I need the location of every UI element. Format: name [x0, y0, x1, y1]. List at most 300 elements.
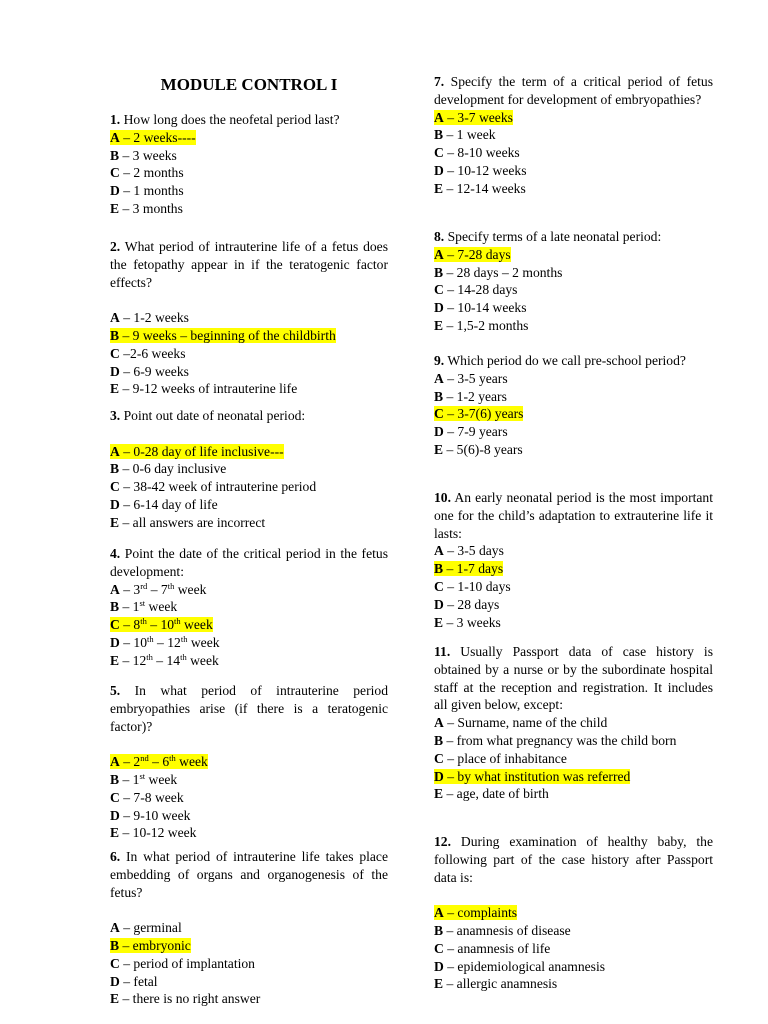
- highlighted-answer: [110, 938, 191, 953]
- option-text: – 9-12 weeks of intrauterine life: [119, 381, 298, 397]
- question-text: Specify terms of a late neonatal period:: [444, 229, 662, 244]
- answer-option: [110, 327, 388, 345]
- option-text: – 6-9 weeks: [119, 363, 189, 379]
- answer-option: [110, 147, 388, 165]
- option-text: – 9 weeks – beginning of the childbirth: [119, 327, 336, 343]
- highlighted-answer: [434, 905, 517, 920]
- question-text: In what period of intrauterine life takes place embedding of organs and organogenesis of the fetus?: [110, 849, 388, 900]
- option-letter: B: [110, 599, 120, 615]
- answer-option: [110, 309, 388, 327]
- option-text: – 10: [119, 634, 148, 650]
- option-letter: B: [110, 327, 120, 343]
- answer-option: [110, 652, 388, 670]
- spacer: [110, 735, 388, 753]
- question-3: [110, 407, 388, 532]
- answer-option: [434, 614, 713, 632]
- option-text: – 28 days: [443, 596, 500, 612]
- answer-option: [110, 955, 388, 973]
- answer-option: [110, 973, 388, 991]
- option-letter: E: [110, 381, 120, 397]
- option-letter: D: [434, 958, 444, 974]
- answer-option: [110, 164, 388, 182]
- option-letter: A: [110, 581, 120, 597]
- answer-text: [110, 497, 218, 512]
- question-4: [110, 545, 388, 670]
- option-letter: C: [434, 578, 444, 594]
- question-9: [434, 352, 713, 459]
- answer-option: [110, 345, 388, 363]
- answer-option: [434, 144, 713, 162]
- option-letter: E: [434, 786, 444, 802]
- ordinal-suffix: th: [174, 616, 181, 627]
- answer-option: [110, 380, 388, 398]
- answer-text: [434, 579, 511, 594]
- option-text: – 1: [119, 599, 140, 615]
- answer-text: [434, 786, 549, 801]
- answer-text: [110, 808, 190, 823]
- question-text: Point out date of neonatal period:: [120, 408, 306, 423]
- option-text: – 1,5-2 months: [443, 317, 529, 333]
- option-text: – 9-10 week: [119, 807, 191, 823]
- question-10: [434, 489, 713, 631]
- question-stem: [110, 238, 388, 291]
- option-letter: A: [434, 543, 444, 559]
- answer-text: [434, 300, 527, 315]
- answer-option: [110, 129, 388, 147]
- option-text: – 1-2 weeks: [119, 310, 189, 326]
- option-text: – 1 week: [443, 127, 496, 143]
- answer-text: [434, 923, 571, 938]
- answer-option: [434, 264, 713, 282]
- answer-option: [110, 937, 388, 955]
- answer-option: [110, 514, 388, 532]
- answer-text: [110, 461, 226, 476]
- answer-option: [434, 714, 713, 732]
- option-letter: D: [110, 363, 120, 379]
- option-text: – fetal: [119, 973, 158, 989]
- question-7: [434, 73, 713, 198]
- option-text: – 7-8 week: [119, 789, 184, 805]
- highlighted-answer: [110, 617, 213, 632]
- ordinal-suffix: th: [147, 633, 154, 644]
- question-2: [110, 238, 388, 398]
- option-letter: D: [434, 768, 444, 784]
- option-letter: B: [110, 771, 120, 787]
- option-letter: E: [110, 652, 120, 668]
- question-8: [434, 228, 713, 335]
- ordinal-suffix: th: [180, 633, 188, 644]
- question-number: 5.: [110, 683, 121, 698]
- question-1: [110, 111, 388, 218]
- answer-text: [434, 442, 523, 457]
- ordinal-suffix: th: [180, 651, 187, 662]
- option-text: week: [175, 754, 208, 770]
- option-text: – 10-12 week: [119, 825, 197, 841]
- answer-option: [434, 299, 713, 317]
- answer-text: [434, 733, 676, 748]
- ordinal-suffix: th: [167, 580, 175, 591]
- answer-text: [434, 976, 557, 991]
- question-text: During examination of healthy baby, the following part of the case history after Passport data is:: [434, 834, 713, 885]
- highlighted-answer: [110, 754, 208, 769]
- option-text: – embryonic: [119, 937, 191, 953]
- option-letter: C: [110, 955, 120, 971]
- question-11: [434, 643, 713, 803]
- option-text: – 3-5 years: [443, 370, 508, 386]
- answer-option: [434, 423, 713, 441]
- ordinal-suffix: th: [140, 616, 147, 627]
- option-letter: A: [110, 129, 120, 145]
- answer-option: [110, 460, 388, 478]
- answer-option: [434, 904, 713, 922]
- answer-text: [110, 653, 219, 668]
- ordinal-suffix: st: [139, 598, 146, 609]
- highlighted-answer: [110, 328, 336, 343]
- answer-text: [110, 364, 189, 379]
- option-text: – anamnesis of disease: [443, 922, 571, 938]
- option-letter: E: [434, 976, 444, 992]
- option-letter: E: [110, 514, 120, 530]
- option-letter: D: [434, 300, 444, 316]
- option-letter: C: [434, 145, 444, 161]
- answer-option: [434, 162, 713, 180]
- answer-option: [110, 182, 388, 200]
- ordinal-suffix: th: [169, 753, 176, 764]
- answer-option: [110, 363, 388, 381]
- option-letter: A: [434, 715, 444, 731]
- option-letter: A: [434, 905, 444, 921]
- option-letter: B: [434, 388, 444, 404]
- option-text: – 38-42 week of intrauterine period: [119, 479, 317, 495]
- option-text: – 7-28 days: [443, 246, 511, 262]
- option-letter: E: [434, 614, 444, 630]
- option-text: – allergic anamnesis: [443, 976, 558, 992]
- option-letter: B: [434, 127, 444, 143]
- answer-text: [110, 772, 177, 787]
- answer-text: [434, 424, 508, 439]
- answer-text: [434, 615, 501, 630]
- question-number: 1.: [110, 112, 121, 127]
- answer-option: [434, 578, 713, 596]
- option-text: – 12: [153, 634, 181, 650]
- option-text: – 14-28 days: [443, 282, 518, 298]
- answer-text: [434, 597, 499, 612]
- option-letter: A: [110, 310, 120, 326]
- answer-text: [110, 991, 260, 1006]
- option-letter: A: [110, 754, 120, 770]
- answer-option: [110, 634, 388, 652]
- answer-option: [110, 919, 388, 937]
- answer-option: [434, 768, 713, 786]
- ordinal-suffix: th: [146, 651, 153, 662]
- option-letter: A: [110, 920, 120, 936]
- answer-option: [434, 441, 713, 459]
- option-letter: D: [110, 183, 120, 199]
- option-letter: D: [110, 634, 120, 650]
- answer-text: [110, 479, 316, 494]
- answer-text: [110, 346, 186, 361]
- option-letter: E: [434, 180, 444, 196]
- answer-text: [434, 715, 607, 730]
- question-number: 9.: [434, 353, 445, 368]
- option-text: – by what institution was referred: [443, 768, 631, 784]
- answer-text: [434, 145, 520, 160]
- option-letter: A: [110, 443, 120, 459]
- option-text: – anamnesis of life: [443, 940, 551, 956]
- answer-text: [434, 265, 562, 280]
- answer-option: [110, 789, 388, 807]
- question-text: Point the date of the critical period in the fetus development:: [110, 546, 388, 579]
- option-text: –2-6 weeks: [119, 345, 186, 361]
- option-text: – 8: [119, 617, 141, 633]
- option-text: – age, date of birth: [443, 786, 549, 802]
- option-text: – 1: [119, 771, 140, 787]
- question-number: 6.: [110, 849, 121, 864]
- answer-text: [434, 318, 528, 333]
- question-stem: [434, 643, 713, 714]
- answer-option: [434, 975, 713, 993]
- question-stem: [110, 407, 388, 425]
- answer-option: [434, 750, 713, 768]
- option-text: – 3: [119, 581, 141, 597]
- question-text: Which period do we call pre-school period?: [444, 353, 686, 368]
- option-text: – 28 days – 2 months: [443, 264, 563, 280]
- question-number: 2.: [110, 239, 121, 254]
- answer-option: [110, 771, 388, 789]
- question-6: [110, 848, 388, 1008]
- answer-text: [110, 148, 177, 163]
- answer-option: [434, 785, 713, 803]
- option-text: – 10: [146, 617, 175, 633]
- ordinal-suffix: rd: [140, 580, 148, 591]
- option-text: week: [180, 617, 213, 633]
- option-text: – epidemiological anamnesis: [443, 958, 606, 974]
- spacer: [110, 291, 388, 309]
- option-text: – 0-6 day inclusive: [119, 461, 227, 477]
- answer-text: [110, 599, 177, 614]
- answer-text: [434, 163, 527, 178]
- option-text: – 0-28 day of life inclusive---: [119, 443, 284, 459]
- question-number: 11.: [434, 644, 451, 659]
- answer-option: [434, 940, 713, 958]
- option-letter: C: [110, 617, 120, 633]
- answer-option: [110, 990, 388, 1008]
- question-12: [434, 833, 713, 993]
- option-text: – 1 months: [119, 183, 184, 199]
- question-text: Specify the term of a critical period of fetus development for development of embryopathies?: [434, 74, 713, 107]
- highlighted-answer: [434, 406, 523, 421]
- question-text: An early neonatal period is the most important one for the child’s adaptation to extrauterine life it lasts:: [434, 490, 713, 541]
- answer-option: [434, 180, 713, 198]
- option-text: – place of inhabitance: [443, 750, 567, 766]
- option-letter: B: [434, 732, 444, 748]
- answer-text: [434, 127, 496, 142]
- option-text: – there is no right answer: [119, 991, 261, 1007]
- option-text: week: [145, 771, 178, 787]
- option-text: – 3 months: [119, 200, 183, 216]
- answer-text: [110, 635, 220, 650]
- answer-option: [434, 370, 713, 388]
- answer-option: [434, 560, 713, 578]
- question-text: In what period of intrauterine period embryopathies arise (if there is a teratogenic factor)?: [110, 683, 388, 734]
- answer-text: [110, 974, 158, 989]
- option-letter: E: [110, 200, 120, 216]
- option-letter: B: [110, 147, 120, 163]
- question-number: 7.: [434, 74, 445, 89]
- answer-option: [434, 405, 713, 423]
- answer-option: [110, 496, 388, 514]
- answer-text: [434, 959, 605, 974]
- option-text: week: [186, 652, 219, 668]
- option-letter: E: [434, 441, 444, 457]
- option-text: – 12: [119, 652, 147, 668]
- option-text: – 14: [152, 652, 181, 668]
- answer-text: [434, 389, 507, 404]
- option-letter: B: [434, 561, 444, 577]
- option-text: – 1-7 days: [443, 561, 504, 577]
- question-number: 10.: [434, 490, 451, 505]
- option-letter: E: [110, 825, 120, 841]
- answer-option: [434, 542, 713, 560]
- question-number: 4.: [110, 546, 121, 561]
- option-letter: C: [110, 345, 120, 361]
- option-text: – from what pregnancy was the child born: [443, 732, 677, 748]
- question-5: [110, 682, 388, 842]
- option-text: – 2: [119, 754, 141, 770]
- answer-option: [434, 596, 713, 614]
- highlighted-answer: [434, 769, 630, 784]
- answer-option: [110, 443, 388, 461]
- option-letter: A: [434, 246, 444, 262]
- option-letter: A: [434, 109, 444, 125]
- answer-option: [434, 317, 713, 335]
- highlighted-answer: [110, 444, 284, 459]
- option-letter: E: [434, 317, 444, 333]
- answer-text: [434, 941, 550, 956]
- question-stem: [434, 73, 713, 109]
- answer-option: [434, 958, 713, 976]
- spacer: [110, 425, 388, 443]
- answer-text: [110, 582, 206, 597]
- answer-text: [110, 183, 184, 198]
- option-letter: C: [110, 165, 120, 181]
- option-letter: B: [434, 264, 444, 280]
- answer-option: [434, 732, 713, 750]
- option-letter: C: [434, 282, 444, 298]
- option-text: – period of implantation: [119, 955, 255, 971]
- answer-text: [110, 956, 255, 971]
- option-text: – 3-5 days: [443, 543, 504, 559]
- question-text: How long does the neofetal period last?: [120, 112, 340, 127]
- answer-text: [110, 165, 184, 180]
- option-letter: D: [110, 496, 120, 512]
- option-letter: B: [434, 922, 444, 938]
- option-text: – 5(6)-8 years: [443, 441, 523, 457]
- question-stem: [434, 352, 713, 370]
- highlighted-answer: [110, 130, 196, 145]
- question-text: What period of intrauterine life of a fetus does the fetopathy appear in if the teratogenic factor effects?: [110, 239, 388, 290]
- answer-option: [110, 200, 388, 218]
- highlighted-answer: [434, 247, 511, 262]
- question-number: 3.: [110, 408, 121, 423]
- option-letter: D: [110, 973, 120, 989]
- option-letter: D: [110, 807, 120, 823]
- option-text: – Surname, name of the child: [443, 715, 608, 731]
- option-letter: C: [110, 789, 120, 805]
- option-text: – 7: [147, 581, 168, 597]
- answer-option: [434, 388, 713, 406]
- answer-option: [110, 616, 388, 634]
- ordinal-suffix: st: [139, 770, 146, 781]
- question-stem: [434, 833, 713, 886]
- question-stem: [434, 228, 713, 246]
- question-stem: [110, 848, 388, 901]
- highlighted-answer: [434, 110, 513, 125]
- question-stem: [434, 489, 713, 542]
- option-letter: B: [110, 461, 120, 477]
- option-letter: E: [110, 991, 120, 1007]
- answer-text: [110, 201, 183, 216]
- answer-option: [110, 824, 388, 842]
- answer-option: [434, 109, 713, 127]
- answer-option: [110, 753, 388, 771]
- answer-text: [110, 515, 265, 530]
- option-text: – 3-7(6) years: [443, 406, 524, 422]
- answer-text: [434, 181, 526, 196]
- option-letter: D: [434, 596, 444, 612]
- answer-text: [434, 371, 508, 386]
- option-text: – 10-12 weeks: [443, 162, 527, 178]
- question-number: 12.: [434, 834, 451, 849]
- answer-option: [110, 581, 388, 599]
- answer-text: [110, 310, 189, 325]
- question-stem: [110, 682, 388, 735]
- option-letter: C: [434, 940, 444, 956]
- answer-option: [110, 598, 388, 616]
- answer-option: [434, 281, 713, 299]
- answer-text: [434, 543, 504, 558]
- option-text: – 3 weeks: [119, 147, 177, 163]
- option-text: – 6: [148, 754, 170, 770]
- answer-option: [110, 478, 388, 496]
- answer-text: [110, 790, 184, 805]
- highlighted-answer: [434, 561, 503, 576]
- question-number: 8.: [434, 229, 445, 244]
- ordinal-suffix: nd: [140, 753, 149, 764]
- answer-option: [434, 126, 713, 144]
- question-stem: [110, 111, 388, 129]
- option-text: week: [145, 599, 178, 615]
- option-letter: C: [434, 406, 444, 422]
- option-text: – complaints: [443, 905, 518, 921]
- question-text: Usually Passport data of case history is obtained by a nurse or by the subordinate hospital staff at the reception and registration. It includes all given below, except:: [434, 644, 713, 713]
- answer-text: [434, 282, 517, 297]
- option-text: week: [187, 634, 220, 650]
- answer-text: [110, 825, 196, 840]
- option-text: – 12-14 weeks: [443, 180, 526, 196]
- option-text: – 3 weeks: [443, 614, 501, 630]
- page-title: MODULE CONTROL I: [160, 75, 338, 94]
- option-text: – 1-10 days: [443, 578, 511, 594]
- option-letter: D: [434, 424, 444, 440]
- answer-text: [110, 381, 297, 396]
- spacer: [110, 901, 388, 919]
- option-text: – 7-9 years: [443, 424, 508, 440]
- option-text: – germinal: [119, 920, 182, 936]
- option-text: – 2 months: [119, 165, 184, 181]
- option-letter: D: [434, 162, 444, 178]
- question-stem: [110, 545, 388, 581]
